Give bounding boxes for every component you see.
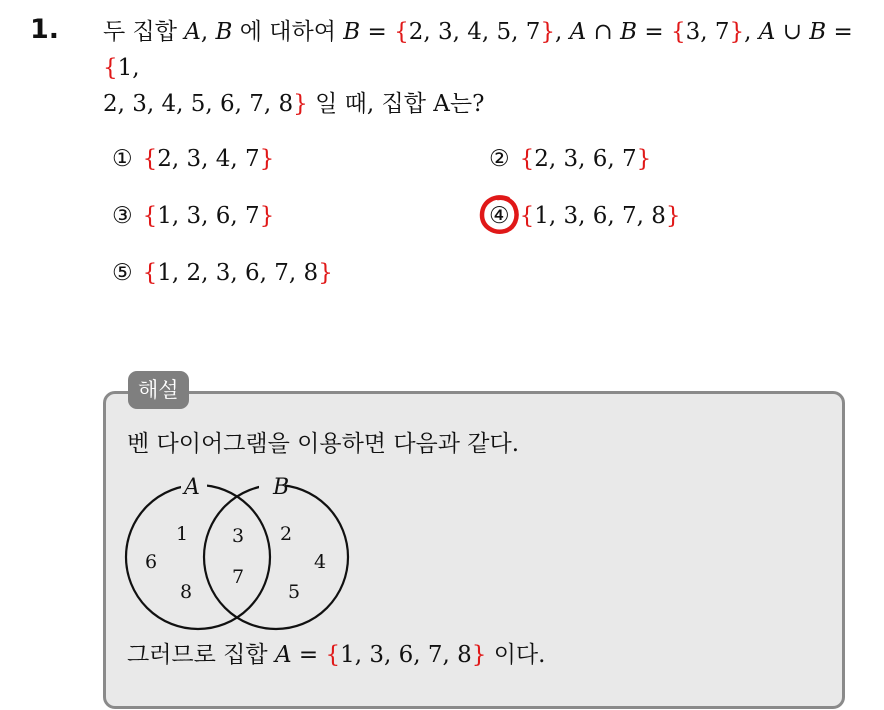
math-variable: A bbox=[758, 19, 776, 45]
brace-close: } bbox=[665, 203, 681, 229]
choice-5[interactable] bbox=[112, 258, 333, 288]
stem-text: 2, 3, 4, 5, 7 bbox=[408, 19, 541, 45]
brace-close: } bbox=[259, 203, 275, 229]
stem-text: 2, 3, 4, 5, 6, 7, 8 bbox=[103, 91, 294, 117]
brace-close: } bbox=[318, 260, 333, 286]
choice-marker: ③ bbox=[112, 203, 133, 229]
choice-text: 2, 3, 4, 7 bbox=[157, 146, 260, 172]
solution-tab: 해설 bbox=[128, 371, 189, 409]
stem-text: = bbox=[360, 19, 395, 45]
brace-open: { bbox=[519, 203, 535, 229]
brace-open: { bbox=[325, 642, 341, 668]
stem-text: 에 대하여 bbox=[232, 19, 344, 45]
choice-marker: ⑤ bbox=[112, 260, 133, 286]
brace-open: { bbox=[519, 146, 535, 172]
choice-marker: ② bbox=[489, 146, 510, 172]
stem-text: , bbox=[200, 19, 216, 45]
choice-2[interactable] bbox=[489, 144, 651, 174]
solution-explanation: 벤 다이어그램을 이용하면 다음과 같다. bbox=[127, 431, 520, 457]
stem-text: ∩ bbox=[586, 19, 621, 45]
math-variable: B bbox=[343, 19, 361, 45]
stem-line-1 bbox=[103, 19, 853, 81]
problem-number: 1. bbox=[30, 14, 60, 45]
venn-element: 4 bbox=[314, 551, 327, 573]
brace: { bbox=[103, 55, 118, 81]
stem-line-2 bbox=[103, 86, 863, 122]
venn-element: 2 bbox=[280, 523, 293, 545]
math-variable: B bbox=[620, 19, 638, 45]
math-variable: A bbox=[569, 19, 587, 45]
conclusion-set: 1, 3, 6, 7, 8 bbox=[340, 642, 472, 668]
set-a-label: A bbox=[184, 475, 200, 500]
brace: } bbox=[540, 19, 555, 45]
stem-text: 두 집합 bbox=[103, 19, 185, 45]
brace-close: } bbox=[259, 146, 275, 172]
stem-text: 3, 7 bbox=[685, 19, 730, 45]
solution-conclusion bbox=[127, 639, 545, 671]
math-variable: B bbox=[215, 19, 233, 45]
brace: } bbox=[729, 19, 745, 45]
choice-3[interactable] bbox=[112, 201, 274, 231]
math-variable: B bbox=[809, 19, 827, 45]
stem-text: = bbox=[637, 19, 671, 45]
choice-text: 2, 3, 6, 7 bbox=[534, 146, 637, 172]
venn-element: 6 bbox=[145, 551, 158, 573]
brace-close: } bbox=[471, 642, 487, 668]
brace-open: { bbox=[142, 146, 158, 172]
choice-marker: ① bbox=[112, 146, 133, 172]
choice-text: 1, 2, 3, 6, 7, 8 bbox=[157, 260, 319, 286]
brace: { bbox=[670, 19, 686, 45]
conclusion-text: 그러므로 집합 bbox=[127, 642, 275, 668]
answer-circle-mark bbox=[478, 193, 522, 237]
stem-text: , bbox=[744, 19, 759, 45]
choice-marker: ④ bbox=[489, 203, 510, 229]
venn-element: 1 bbox=[176, 523, 189, 545]
venn-element: 3 bbox=[232, 525, 245, 547]
choice-text: 1, 3, 6, 7 bbox=[157, 203, 260, 229]
set-b-label: B bbox=[273, 475, 290, 500]
choice-text: 1, 3, 6, 7, 8 bbox=[534, 203, 666, 229]
conclusion-end: 이다. bbox=[486, 642, 546, 668]
stem-text: 일 때, 집합 A는? bbox=[307, 91, 485, 117]
conclusion-variable: A bbox=[274, 642, 292, 668]
stem-text: 1, bbox=[117, 55, 140, 81]
brace-close: } bbox=[636, 146, 652, 172]
brace-open: { bbox=[142, 203, 158, 229]
stem-text: , bbox=[555, 19, 570, 45]
venn-element: 5 bbox=[288, 581, 301, 603]
math-variable: A bbox=[184, 19, 201, 45]
choice-1[interactable] bbox=[112, 144, 274, 174]
brace-open: { bbox=[142, 260, 158, 286]
conclusion-equals: = bbox=[291, 642, 326, 668]
problem-stem bbox=[103, 14, 863, 122]
stem-text: = bbox=[826, 19, 853, 45]
brace: { bbox=[394, 19, 409, 45]
venn-diagram bbox=[118, 472, 358, 632]
brace: } bbox=[293, 91, 308, 117]
venn-element: 7 bbox=[232, 566, 245, 588]
venn-element: 8 bbox=[180, 581, 193, 603]
stem-text: ∪ bbox=[775, 19, 810, 45]
set-b-circle bbox=[204, 485, 348, 629]
